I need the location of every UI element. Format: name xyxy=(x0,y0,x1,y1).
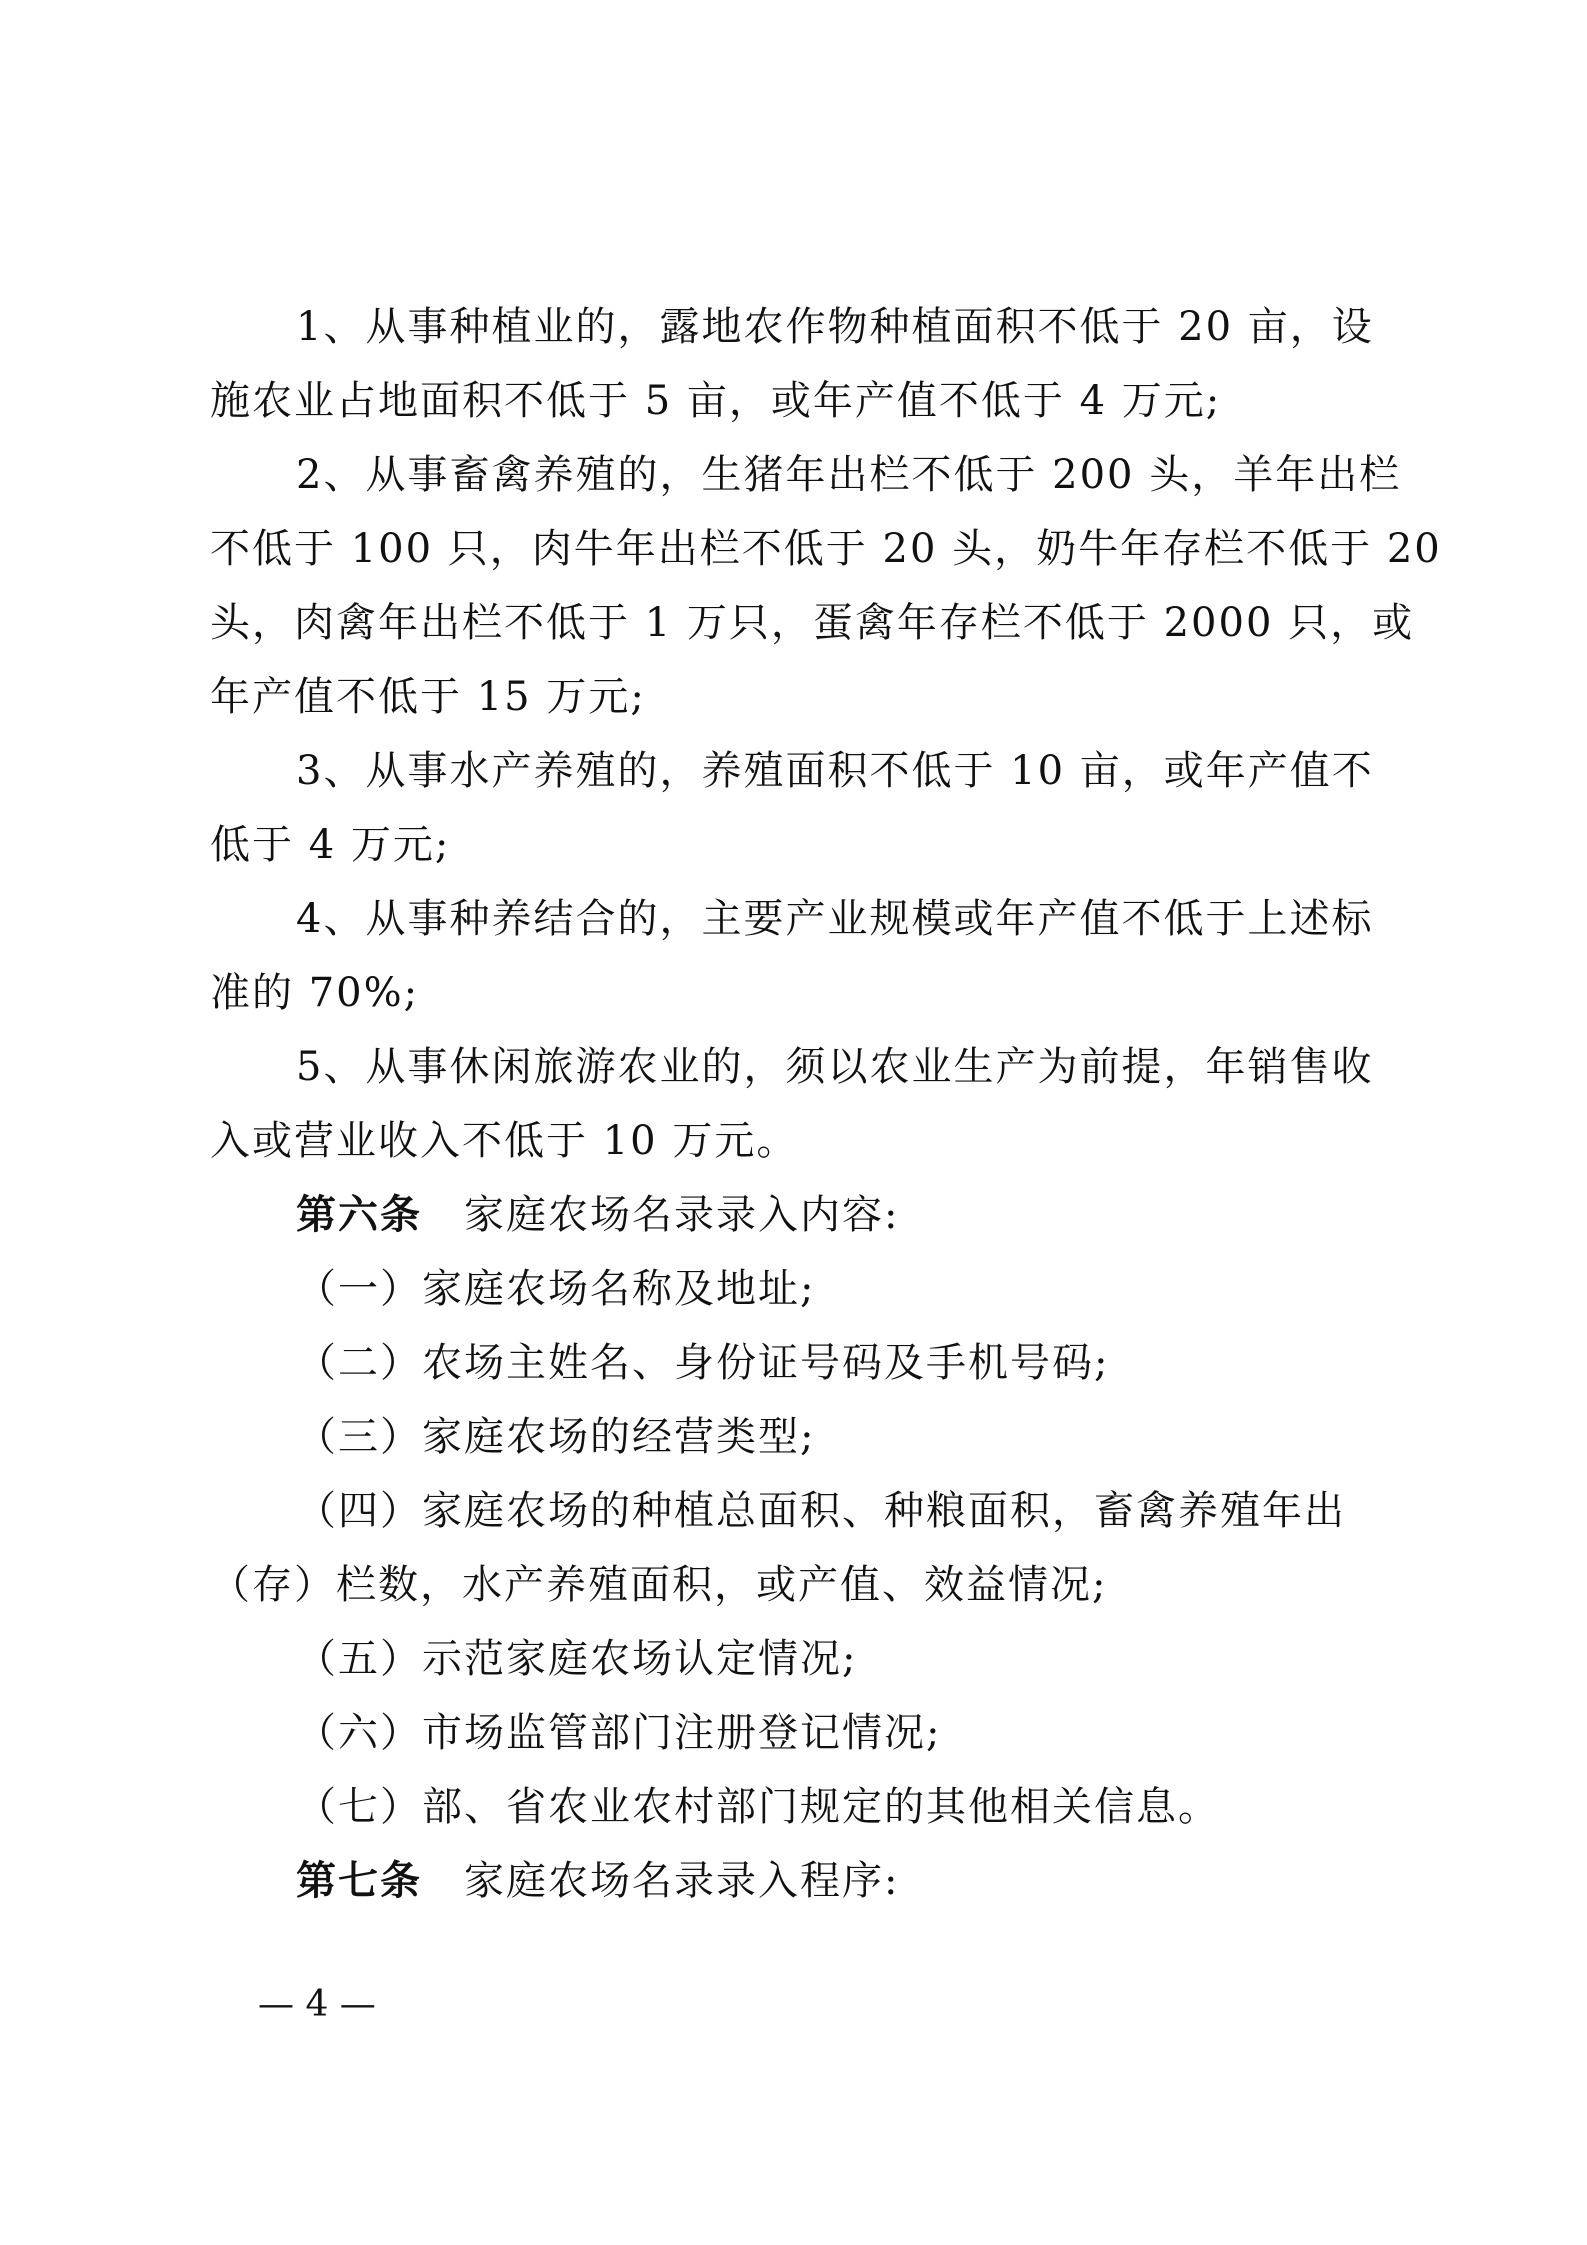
list-item: （四）家庭农场的种植总面积、种粮面积，畜禽养殖年出 xyxy=(296,1488,1346,1534)
list-item: （七）部、省农业农村部门规定的其他相关信息。 xyxy=(296,1784,1220,1830)
list-item: （五）示范家庭农场认定情况; xyxy=(296,1636,858,1682)
list-item: （三）家庭农场的经营类型; xyxy=(296,1414,816,1460)
list-item: （六）市场监管部门注册登记情况; xyxy=(296,1710,942,1756)
paragraph-line: 4、从事种养结合的，主要产业规模或年产值不低于上述标 xyxy=(296,896,1374,942)
paragraph-line: 3、从事水产养殖的，养殖面积不低于 10 亩，或年产值不 xyxy=(296,748,1374,794)
article-seven-number: 第七条 xyxy=(296,1858,422,1904)
paragraph-line: 年产值不低于 15 万元; xyxy=(210,674,646,720)
paragraph-line: 不低于 100 只，肉牛年出栏不低于 20 头，奶牛年存栏不低于 20 xyxy=(210,526,1442,572)
list-item: （一）家庭农场名称及地址; xyxy=(296,1266,816,1312)
article-seven-title: 家庭农场名录录入程序: xyxy=(464,1858,900,1904)
paragraph-line: 低于 4 万元; xyxy=(210,822,451,868)
article-six-title: 家庭农场名录录入内容: xyxy=(464,1192,900,1238)
article-seven-heading xyxy=(210,1844,1380,1918)
paragraph-line: 2、从事畜禽养殖的，生猪年出栏不低于 200 头，羊年出栏 xyxy=(296,452,1402,498)
paragraph-line: 施农业占地面积不低于 5 亩，或年产值不低于 4 万元; xyxy=(210,378,1222,424)
list-item-continuation: （存）栏数，水产养殖面积，或产值、效益情况; xyxy=(210,1562,1108,1608)
paragraph-line: 5、从事休闲旅游农业的，须以农业生产为前提，年销售收 xyxy=(296,1044,1374,1090)
paragraph-line: 头，肉禽年出栏不低于 1 万只，蛋禽年存栏不低于 2000 只，或 xyxy=(210,600,1415,646)
article-six-heading xyxy=(210,1178,1380,1252)
list-item: （二）农场主姓名、身份证号码及手机号码; xyxy=(296,1340,1110,1386)
article-six-number: 第六条 xyxy=(296,1192,422,1238)
paragraph-line: 准的 70%; xyxy=(210,970,420,1016)
paragraph-line: 1、从事种植业的，露地农作物种植面积不低于 20 亩，设 xyxy=(296,304,1374,350)
page-number: — 4 — xyxy=(258,1984,376,2025)
paragraph-line: 入或营业收入不低于 10 万元。 xyxy=(210,1118,799,1164)
document-body xyxy=(210,290,1442,1918)
